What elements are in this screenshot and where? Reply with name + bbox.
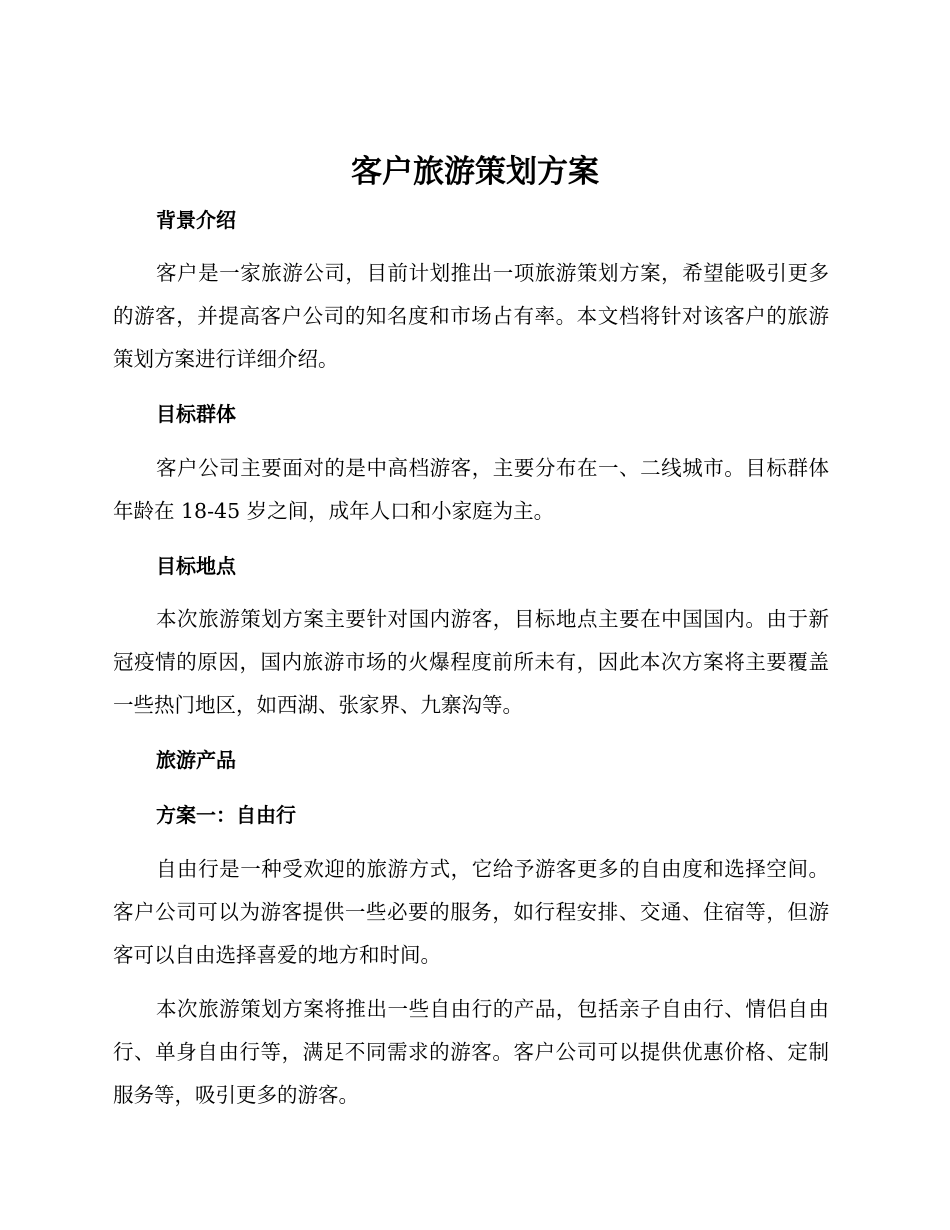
section-heading-travel-products: 旅游产品: [156, 748, 236, 772]
section-heading-background: 背景介绍: [156, 208, 236, 232]
target-location-paragraph: 本次旅游策划方案主要针对国内游客，目标地点主要在中国国内。由于新冠疫情的原因，国内旅游市场的火爆程度前所未有，因此本次方案将主要覆盖一些热门地区，如西湖、张家界、九寨沟等。: [113, 607, 829, 717]
section-heading-target-location: 目标地点: [156, 554, 236, 578]
background-paragraph: 客户是一家旅游公司，目前计划推出一项旅游策划方案，希望能吸引更多的游客，并提高客户公司的知名度和市场占有率。本文档将针对该客户的旅游策划方案进行详细介绍。: [113, 261, 829, 371]
section-heading-target-group: 目标群体: [156, 402, 236, 426]
plan-one-paragraph-1: 自由行是一种受欢迎的旅游方式，它给予游客更多的自由度和选择空间。客户公司可以为游客提供一些必要的服务，如行程安排、交通、住宿等，但游客可以自由选择喜爱的地方和时间。: [113, 857, 829, 967]
plan-one-paragraph-2: 本次旅游策划方案将推出一些自由行的产品，包括亲子自由行、情侣自由行、单身自由行等，满足不同需求的游客。客户公司可以提供优惠价格、定制服务等，吸引更多的游客。: [113, 997, 829, 1107]
subsection-heading-plan-one: 方案一：自由行: [156, 803, 296, 827]
document-title: 客户旅游策划方案: [351, 154, 599, 190]
target-group-paragraph: 客户公司主要面对的是中高档游客，主要分布在一、二线城市。目标群体年龄在 18-45 岁之间，成年人口和小家庭为主。: [113, 456, 829, 523]
